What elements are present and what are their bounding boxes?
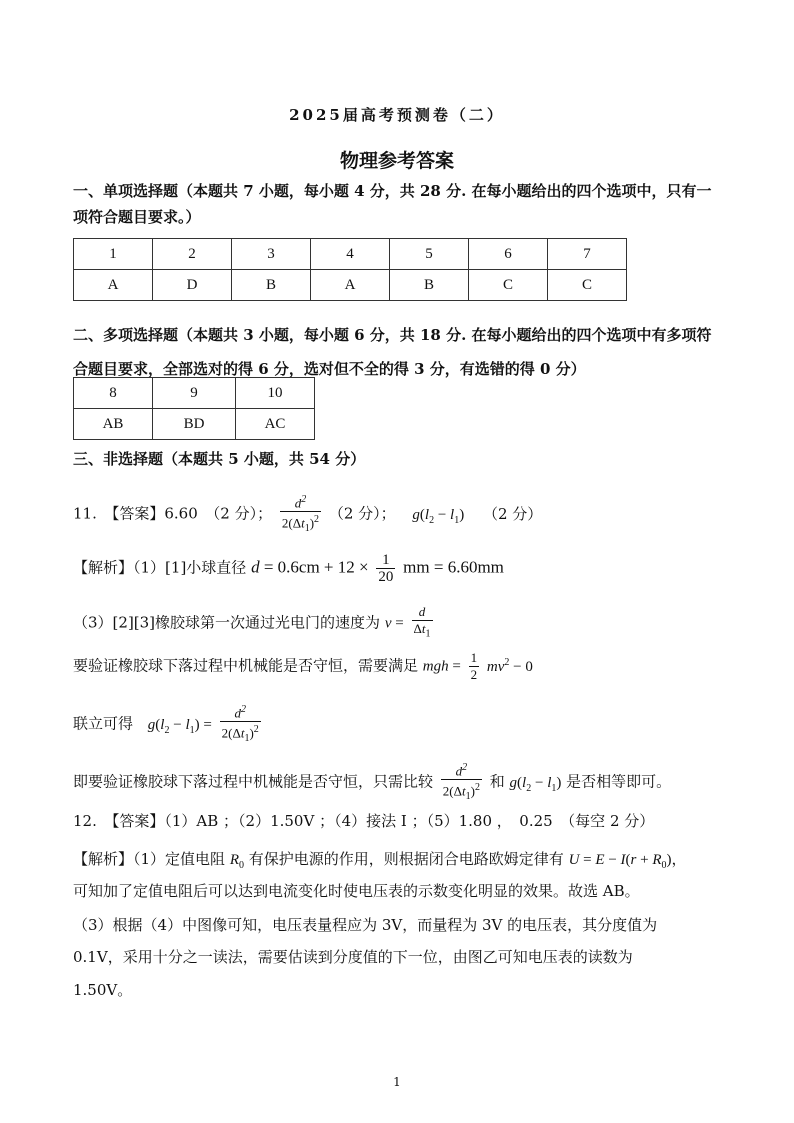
formula-combined: $g(l_2 - l_1)$ = xyxy=(147,716,212,736)
question-number: 2 xyxy=(153,239,232,270)
question-number: 3 xyxy=(232,239,311,270)
answer-cell: BD xyxy=(153,409,236,440)
section2-heading: 二、多项选择题（本题共 3 小题，每小题 6 分，共 18 分. 在每小题给出的四个选项中有多项符 合题目要求，全部选对的得 6 分，选对但不全的得 3 分，有选错的得 0 分） xyxy=(73,326,712,378)
section3-heading: 三、非选择题（本题共 5 小题，共 54 分） xyxy=(73,450,366,468)
answer-cell: A xyxy=(311,270,390,301)
single-choice-table xyxy=(73,238,627,301)
q12-analysis-line5: 1.50V。 xyxy=(73,981,133,999)
answer-key-title: 物理参考答案 xyxy=(339,150,454,172)
question-number: 6 xyxy=(469,239,548,270)
q11-answer: 11. 【答案】6.60 （2 分）； $\frac{d^2}{2(\Delta t_1)^2}$ （2 分）； $g(l_2 - l_1)$ （2 分） xyxy=(73,492,542,537)
question-number: 1 xyxy=(74,239,153,270)
q11-analysis-line1: 【解析】（1）[1]小球直径 d = 0.6cm + 12 × $\frac{1}{20}$ mm = 6.60mm xyxy=(73,552,504,585)
q11-analysis-line3: （3）[2][3]橡胶球第一次通过光电门的速度为 v = $\frac{d}{\Delta t_1}$ xyxy=(73,604,436,643)
section1-heading: 一、单项选择题（本题共 7 小题，每小题 4 分，共 28 分. 在每小题给出的四个选项中，只有一 项符合题目要求。） xyxy=(73,182,712,226)
exam-title: 2025届高考预测卷（二） xyxy=(289,106,505,124)
q11-analysis-line5: 联立可得 $g(l_2 - l_1)$ = $\frac{d^2}{2(\Delta t_1)^2}$ xyxy=(73,704,259,745)
q11-analysis-line6: 即要验证橡胶球下落过程中机械能是否守恒，只需比较 $\frac{d^2}{2(\Delta t_1)^2}$ 和 $g(l_2 - l_1)$ 是否相等即可。 xyxy=(73,762,672,803)
question-number: 7 xyxy=(548,239,627,270)
formula-energy: mgh = xyxy=(422,658,461,675)
question-number: 8 xyxy=(74,378,153,409)
formula-velocity: v = xyxy=(384,615,404,632)
q12-analysis-line1: 【解析】（1）定值电阻 $R_0$ 有保护电源的作用，则根据闭合电路欧姆定律有 $U = E - I(r + R_0)$， xyxy=(73,850,687,871)
table-row-questions xyxy=(74,378,315,409)
answer-cell: B xyxy=(390,270,469,301)
q12-analysis-line4: 0.1V，采用十分之一读法，需要估读到分度值的下一位，由图乙可知电压表的读数为 xyxy=(73,948,633,966)
answer-cell: D xyxy=(153,270,232,301)
q11-analysis-line4: 要验证橡胶球下落过程中机械能是否守恒，需要满足 mgh = $\frac{1}{2}$ $mv^2 - 0$ xyxy=(73,650,533,682)
table-row-questions xyxy=(74,239,627,270)
answer-cell: A xyxy=(74,270,153,301)
q12-answer: 12. 【答案】（1）AB ；（2）1.50V ；（4）接法 I ；（5）1.80 ， 0.25 （每空 2 分） xyxy=(73,812,655,830)
formula-ohm-law: $U = E - I(r + R_0)$， xyxy=(568,852,687,871)
answer-cell: C xyxy=(469,270,548,301)
question-number: 9 xyxy=(153,378,236,409)
q12-analysis-line2: 可知加了定值电阻后可以达到电流变化时使电压表的示数变化明显的效果。故选 AB。 xyxy=(73,882,640,900)
formula-g-l2-l1: $g(l_2 - l_1)$ xyxy=(412,506,465,526)
table-row-answers xyxy=(74,270,627,301)
multi-choice-table xyxy=(73,377,315,440)
page-number: 1 xyxy=(393,1075,401,1089)
answer-cell: AB xyxy=(74,409,153,440)
answer-cell: AC xyxy=(236,409,315,440)
answer-cell: B xyxy=(232,270,311,301)
q12-analysis-line3: （3）根据（4）中图像可知，电压表量程应为 3V，而量程为 3V 的电压表，其分度值为 xyxy=(73,916,658,934)
formula-fraction-1-20: $\frac{1}{20}$ xyxy=(378,552,394,585)
formula-d-over-dt: $\frac{d}{\Delta t_1}$ xyxy=(413,604,431,640)
formula-d2-over-2dt: $\frac{d^2}{2(\Delta t_1)^2}$ xyxy=(281,494,320,535)
answer-cell: C xyxy=(548,270,627,301)
question-number: 5 xyxy=(390,239,469,270)
formula-diameter: d = 0.6cm + 12 × xyxy=(251,557,369,577)
question-number: 4 xyxy=(311,239,390,270)
question-number: 10 xyxy=(236,378,315,409)
table-row-answers xyxy=(74,409,315,440)
